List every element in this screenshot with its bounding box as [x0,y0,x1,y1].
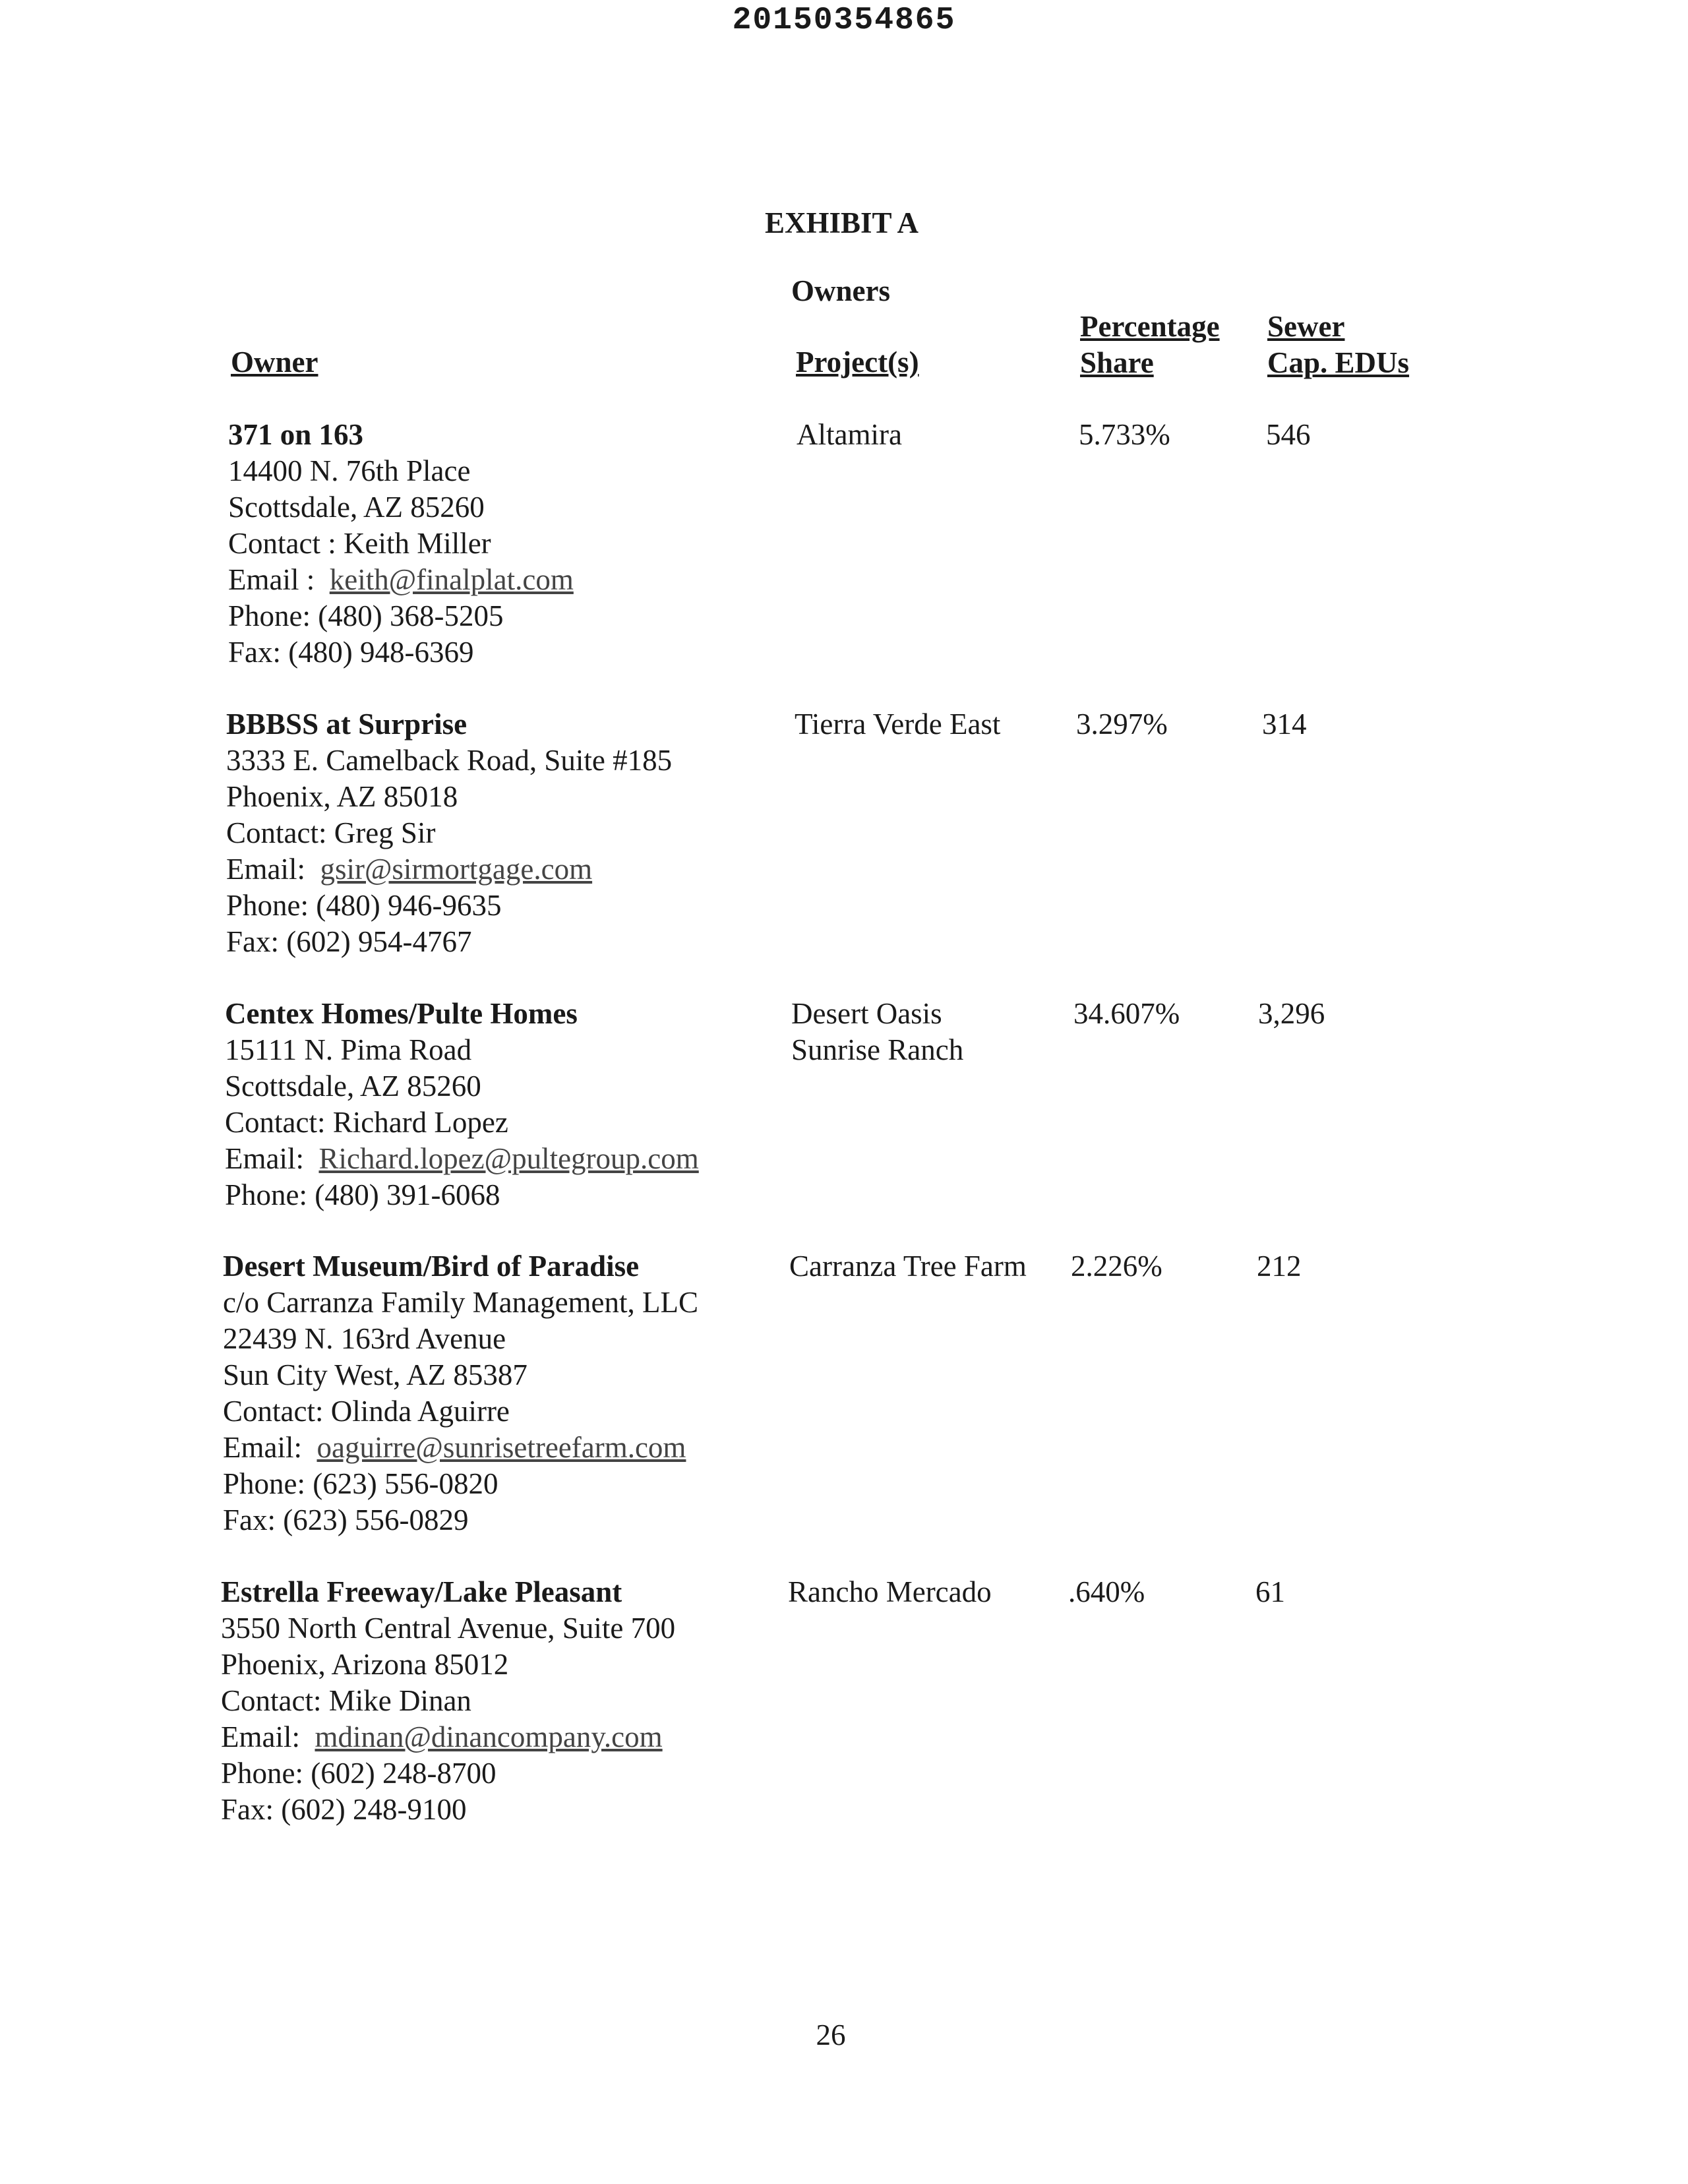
owner-name: 371 on 163 [228,418,364,451]
owner-contact: Contact: Olinda Aguirre [223,1395,510,1428]
owner-phone: Phone: (480) 946-9635 [226,889,502,922]
owner-name: BBBSS at Surprise [226,708,467,741]
percentage-cell: 5.733% [1079,418,1170,451]
owner-address-line: 3550 North Central Avenue, Suite 700 [221,1612,676,1645]
column-header-owner: Owner [231,346,318,379]
owner-phone: Phone: (480) 391-6068 [225,1178,500,1211]
project-name: Tierra Verde East [795,708,1001,741]
sewer-header-line2: Cap. EDUs [1267,346,1410,379]
sewer-edus-cell: 3,296 [1258,997,1325,1030]
project-name: Desert Oasis [791,997,942,1030]
project-name: Sunrise Ranch [791,1033,964,1066]
project-name: Altamira [797,418,902,451]
owner-fax: Fax: (480) 948-6369 [228,636,474,669]
email-link[interactable]: oaguirre@sunrisetreefarm.com [316,1431,686,1464]
owner-address-line: 22439 N. 163rd Avenue [223,1322,506,1355]
email-label: Email: [225,1142,319,1175]
column-header-sewer-edus [1267,309,1409,381]
percentage-cell: .640% [1068,1575,1145,1608]
owner-email-row [226,851,672,888]
owner-address-line: 3333 E. Camelback Road, Suite #185 [226,744,673,777]
project-cell [788,1574,992,1610]
email-link[interactable]: mdinan@dinancompany.com [315,1720,663,1753]
owner-phone: Phone: (602) 248-8700 [221,1757,497,1790]
owner-entry [223,1248,698,1538]
owner-contact: Contact: Greg Sir [226,816,436,849]
owner-contact: Contact : Keith Miller [228,527,491,560]
owner-contact: Contact: Richard Lopez [225,1106,508,1139]
project-cell [789,1248,1027,1285]
owner-address-line: Scottsdale, AZ 85260 [225,1070,481,1103]
owner-entry [225,996,699,1213]
owner-entry [226,706,672,960]
owner-phone: Phone: (480) 368-5205 [228,599,504,632]
project-name: Carranza Tree Farm [789,1250,1027,1283]
owner-address-line: Sun City West, AZ 85387 [223,1358,528,1391]
document-number: 20150354865 [732,3,956,38]
owner-contact: Contact: Mike Dinan [221,1684,471,1717]
owner-address-line: Scottsdale, AZ 85260 [228,491,485,524]
owner-address-line: 14400 N. 76th Place [228,454,471,487]
owner-address-line: Phoenix, AZ 85018 [226,780,458,813]
percentage-header-line1: Percentage [1080,310,1220,343]
percentage-cell: 3.297% [1076,708,1168,741]
column-header-projects: Project(s) [796,346,919,379]
sewer-edus-cell: 212 [1257,1250,1302,1283]
owner-entry [221,1574,675,1828]
project-cell [795,706,1000,743]
email-label: Email: [223,1431,317,1464]
exhibit-title: EXHIBIT A [765,206,919,239]
email-label: Email : [228,563,330,596]
owner-address-line: c/o Carranza Family Management, LLC [223,1286,699,1319]
column-header-percentage-share [1080,309,1220,381]
project-cell [797,417,902,453]
owner-email-row [221,1719,675,1755]
sewer-edus-cell: 546 [1266,418,1311,451]
project-name: Rancho Mercado [788,1575,992,1608]
percentage-cell: 2.226% [1071,1250,1162,1283]
email-link[interactable]: keith@finalplat.com [329,563,574,596]
email-link[interactable]: Richard.lopez@pultegroup.com [318,1142,699,1175]
owner-fax: Fax: (602) 954-4767 [226,925,472,958]
percentage-header-line2: Share [1080,346,1154,379]
owners-label: Owners [791,274,890,307]
email-label: Email: [221,1720,315,1753]
project-cell [791,996,963,1068]
email-label: Email: [226,853,320,886]
percentage-cell: 34.607% [1073,997,1180,1030]
owner-email-row [228,562,574,598]
sewer-edus-cell: 61 [1255,1575,1285,1608]
owner-fax: Fax: (602) 248-9100 [221,1793,467,1826]
owner-address-line: Phoenix, Arizona 85012 [221,1648,509,1681]
owner-name: Estrella Freeway/Lake Pleasant [221,1575,622,1608]
sewer-edus-cell: 314 [1262,708,1307,741]
owner-name: Desert Museum/Bird of Paradise [223,1250,640,1283]
page-number: 26 [816,2018,846,2051]
owner-entry [228,417,574,671]
owner-name: Centex Homes/Pulte Homes [225,997,578,1030]
sewer-header-line1: Sewer [1267,310,1345,343]
owner-address-line: 15111 N. Pima Road [225,1033,472,1066]
owner-email-row [225,1141,699,1177]
owner-phone: Phone: (623) 556-0820 [223,1467,498,1500]
owner-fax: Fax: (623) 556-0829 [223,1503,469,1536]
email-link[interactable]: gsir@sirmortgage.com [320,853,593,886]
owner-email-row [223,1430,698,1466]
